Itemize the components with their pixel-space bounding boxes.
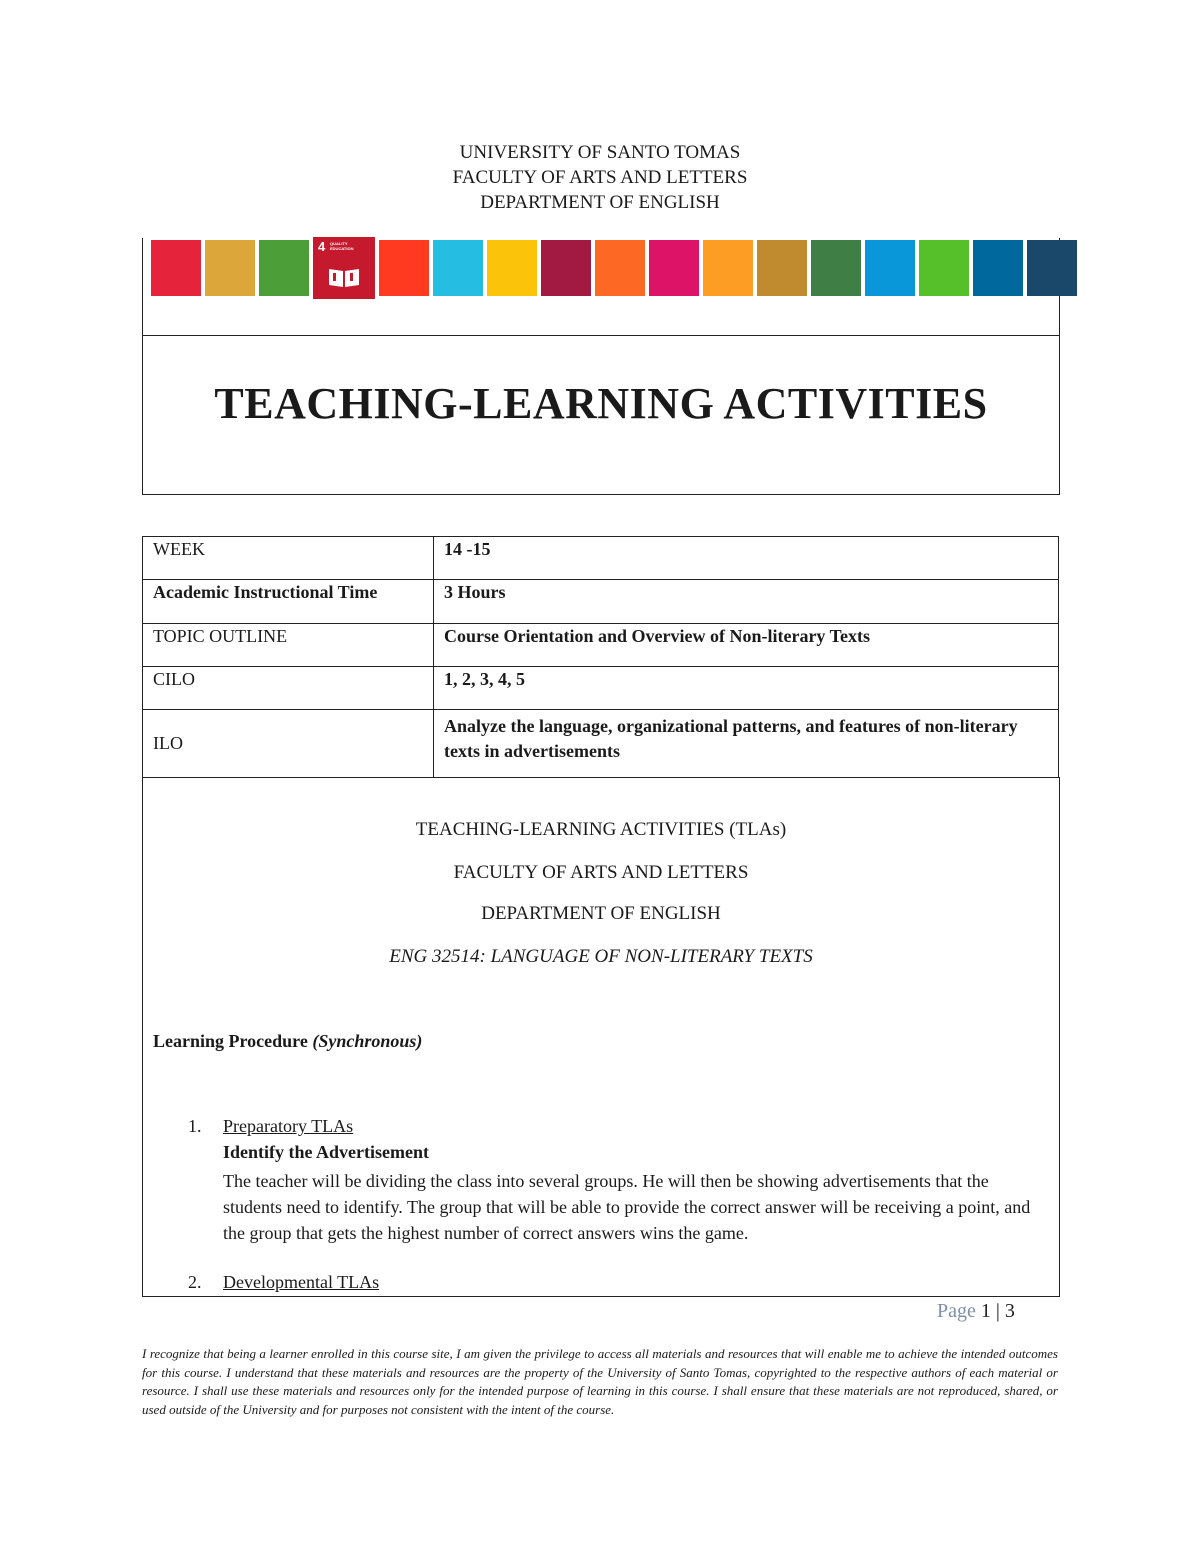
sdg-tile-10 [649, 240, 699, 296]
sdg-tile-2 [205, 240, 255, 296]
sdg-tile-15 [919, 240, 969, 296]
row-value: Course Orientation and Overview of Non-literary Texts [434, 624, 1059, 667]
row-label: Academic Instructional Time [143, 580, 434, 624]
row-label: CILO [143, 667, 434, 710]
banner-title: TEACHING-LEARNING ACTIVITIES [214, 379, 988, 428]
banner-divider [143, 335, 1059, 336]
sdg-tile-1 [151, 240, 201, 296]
course-code-title: ENG 32514: LANGUAGE OF NON-LITERARY TEXTS [389, 946, 813, 967]
tla-body [142, 777, 1060, 1297]
sdg-label: QUALITY EDUCATION [330, 241, 354, 251]
row-value: 14 -15 [434, 537, 1059, 580]
sdg-4-quality-education-icon [313, 237, 375, 299]
item-description: The teacher will be dividing the class into several groups. He will then be showing advertisements that the students need to identify. The group that will be able to provide the correct answer will be receiving a point, and the group that gets the highest number of correct answers wins the game. [223, 1171, 1031, 1243]
table-row [143, 710, 1059, 778]
disclaimer-text: I recognize that being a learner enrolled in this course site, I am given the privilege to access all materials and resources that will enable me to achieve the intended outcomes for this course. I understand that these materials and resources are the property of the University of Santo Tomas, copyrighted to the respective authors of each material or resource. I shall use these materials and resources only for the intended purpose of learning in this course. I shall ensure that these materials are not reproduced, shared, or used outside of the University and for purposes not consistent with the intent of the course. [142, 1346, 1058, 1417]
tla-faculty: FACULTY OF ARTS AND LETTERS [453, 862, 749, 883]
page-total: 3 [1004, 1300, 1015, 1322]
table-row [143, 580, 1059, 624]
table-row [143, 537, 1059, 580]
row-value: 1, 2, 3, 4, 5 [434, 667, 1059, 710]
document-header [0, 140, 1200, 215]
book-icon [327, 265, 361, 289]
item-heading: Preparatory TLAs [223, 1116, 354, 1136]
item-number: 2. [188, 1272, 202, 1292]
row-label: TOPIC OUTLINE [143, 624, 434, 667]
department-name: DEPARTMENT OF ENGLISH [480, 192, 720, 213]
sdg-tile-9 [595, 240, 645, 296]
sdg-tile-13 [811, 240, 861, 296]
page-separator: | [995, 1300, 1000, 1322]
page-current: 1 [980, 1300, 991, 1322]
sdg-tile-11 [703, 240, 753, 296]
course-info-table [142, 536, 1059, 778]
faculty-name: FACULTY OF ARTS AND LETTERS [452, 167, 748, 188]
sdg-color-strip [151, 240, 1081, 296]
row-label: WEEK [143, 537, 434, 580]
table-row [143, 624, 1059, 667]
banner-box [142, 238, 1060, 495]
sdg-tile-5 [379, 240, 429, 296]
page-word: Page [937, 1300, 976, 1322]
procedure-mode: (Synchronous) [312, 1031, 423, 1051]
learning-procedure-heading [153, 1031, 422, 1052]
university-name: UNIVERSITY OF SANTO TOMAS [459, 142, 741, 163]
sdg-tile-7 [487, 240, 537, 296]
sdg-number: 4 [318, 239, 326, 254]
page-number [937, 1300, 1015, 1323]
procedure-label: Learning Procedure [153, 1031, 308, 1051]
sdg-tile-16 [973, 240, 1023, 296]
sdg-tile-17 [1027, 240, 1077, 296]
item-subheading: Identify the Advertisement [223, 1142, 429, 1162]
item-heading: Developmental TLAs [223, 1272, 380, 1292]
row-value: 3 Hours [434, 580, 1059, 624]
item-number: 1. [188, 1116, 202, 1136]
sdg-tile-3 [259, 240, 309, 296]
table-row [143, 667, 1059, 710]
sdg-tile-6 [433, 240, 483, 296]
sdg-tile-12 [757, 240, 807, 296]
row-label: ILO [143, 710, 434, 778]
sdg-tile-14 [865, 240, 915, 296]
tla-title: TEACHING-LEARNING ACTIVITIES (TLAs) [415, 819, 787, 840]
tla-department: DEPARTMENT OF ENGLISH [481, 903, 721, 924]
sdg-tile-8 [541, 240, 591, 296]
row-value: Analyze the language, organizational patterns, and features of non-literary texts in advertisements [434, 710, 1059, 778]
